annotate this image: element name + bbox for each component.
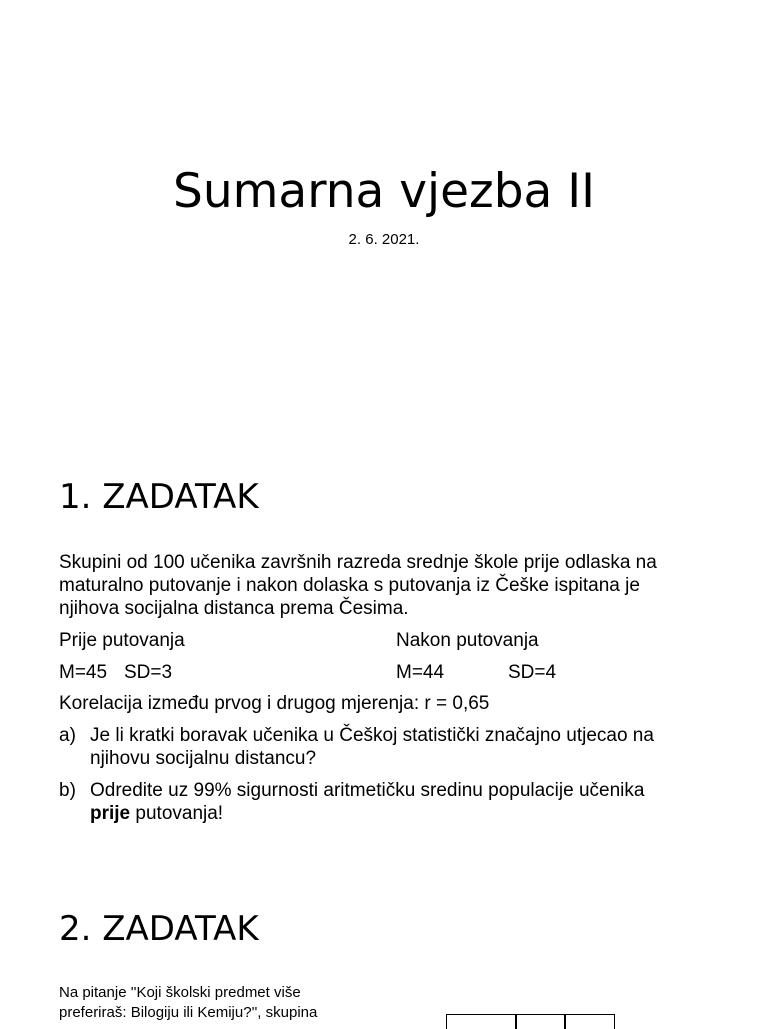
- item-b-bold-word: prije: [90, 803, 131, 824]
- task1-intro-line: maturalno putovanje i nakon dolaska s putovanja iz Češke ispitana je: [59, 575, 640, 596]
- task2-line: preferiraš: Bilogiju ili Kemiju?'', skupina: [59, 1004, 318, 1021]
- item-b-line: Odredite uz 99% sigurnosti aritmetičku sredinu populacije učenika: [90, 780, 645, 801]
- task2-text: [59, 983, 359, 1023]
- item-b-marker: b): [59, 780, 76, 801]
- item-a-text: [90, 724, 710, 770]
- task1-intro-line: njihova socijalna distanca prema Česima.: [59, 598, 409, 619]
- before-label: Prije putovanja: [59, 630, 185, 651]
- item-a-marker: a): [59, 725, 76, 746]
- task1-heading: 1. ZADATAK: [59, 477, 259, 517]
- after-label: Nakon putovanja: [396, 630, 539, 651]
- before-sd: SD=3: [124, 662, 173, 683]
- task1-intro-line: Skupini od 100 učenika završnih razreda srednje škole prije odlaska na: [59, 552, 657, 573]
- table-cell: [515, 1014, 566, 1029]
- task2-heading: 2. ZADATAK: [59, 909, 259, 949]
- table-cell: [564, 1014, 615, 1029]
- item-b-line: [90, 802, 710, 825]
- before-mean: M=45: [59, 662, 108, 683]
- item-a-line: njihovu socijalnu distancu?: [90, 748, 317, 769]
- task2-line: Na pitanje ''Koji školski predmet više: [59, 984, 301, 1001]
- item-a-line: Je li kratki boravak učenika u Češkoj statistički značajno utjecao na: [90, 725, 654, 746]
- after-mean: M=44: [396, 662, 445, 683]
- page-title: Sumarna vjezba II: [173, 164, 595, 219]
- page-date: 2. 6. 2021.: [348, 231, 420, 248]
- item-b-text: [90, 779, 710, 825]
- after-sd: SD=4: [508, 662, 557, 683]
- task1-intro: [59, 551, 699, 620]
- correlation-text: Korelacija između prvog i drugog mjerenja: r = 0,65: [59, 693, 490, 714]
- item-b-rest: putovanja!: [130, 803, 224, 824]
- table-cell: [446, 1014, 517, 1029]
